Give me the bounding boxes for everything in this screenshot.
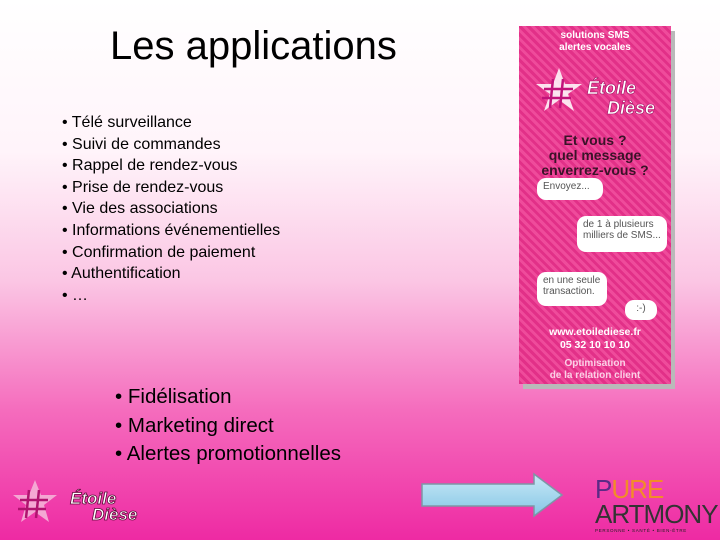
ad-phone: 05 32 10 10 10	[559, 338, 631, 351]
next-arrow-button[interactable]	[420, 472, 564, 518]
speech-bubble	[537, 272, 607, 306]
slide-title: Les applications	[110, 24, 397, 68]
bubble-text: en une seule	[543, 275, 601, 286]
ad-header	[519, 30, 671, 54]
logo-subtitle: PERSONNE • SANTÉ • BIEN-ÊTRE	[595, 528, 688, 533]
ad-contact	[519, 326, 671, 351]
marketing-list	[115, 383, 341, 469]
logo-word: ARTMONY	[595, 499, 718, 529]
ad-header-line: solutions SMS	[560, 30, 630, 41]
list-item: • Télé surveillance	[62, 112, 280, 134]
speech-bubble	[537, 178, 603, 200]
ad-question	[519, 133, 671, 178]
bubble-text: milliers de SMS...	[583, 230, 661, 241]
ad-header-line: alertes vocales	[559, 42, 631, 53]
speech-bubble	[625, 300, 657, 320]
list-item: • …	[62, 285, 280, 307]
ad-question-line: quel message	[548, 147, 642, 163]
list-item: • Authentification	[62, 263, 280, 285]
list-item: • Prise de rendez-vous	[62, 177, 280, 199]
list-item: • Confirmation de paiement	[62, 242, 280, 264]
list-item: • Suivi de commandes	[62, 134, 280, 156]
ad-logo-word: Dièse	[607, 98, 656, 118]
list-item: • Fidélisation	[115, 383, 341, 412]
pure-artmony-logo	[595, 476, 718, 533]
advertisement-banner	[519, 26, 671, 384]
ad-website: www.etoilediese.fr	[549, 326, 641, 338]
logo-letter: P	[595, 474, 612, 504]
etoile-diese-logo-icon	[533, 66, 669, 128]
speech-bubble	[577, 216, 667, 252]
ad-tagline-line: de la relation client	[549, 369, 641, 381]
ad-tagline-line: Optimisation	[564, 358, 626, 369]
logo-word: URE	[611, 474, 664, 504]
list-item: • Rappel de rendez-vous	[62, 155, 280, 177]
bubble-text: de 1 à plusieurs	[583, 219, 654, 230]
bubble-text: transaction.	[543, 286, 595, 297]
list-item: • Marketing direct	[115, 412, 341, 441]
list-item: • Vie des associations	[62, 198, 280, 220]
list-item: • Informations événementielles	[62, 220, 280, 242]
smiley-text: :-)	[636, 303, 646, 314]
ad-logo-word: Étoile	[587, 78, 637, 98]
ad-question-line: Et vous ?	[563, 132, 627, 148]
applications-list	[62, 112, 280, 306]
ad-question-line: enverrez-vous ?	[541, 162, 649, 178]
list-item: • Alertes promotionnelles	[115, 440, 341, 469]
bubble-text: Envoyez...	[543, 181, 590, 192]
ad-tagline	[519, 358, 671, 381]
bottom-logo-word: Étoile	[70, 489, 117, 508]
etoile-diese-logo-icon	[10, 478, 180, 530]
bottom-logo-word: Dièse	[92, 505, 138, 524]
